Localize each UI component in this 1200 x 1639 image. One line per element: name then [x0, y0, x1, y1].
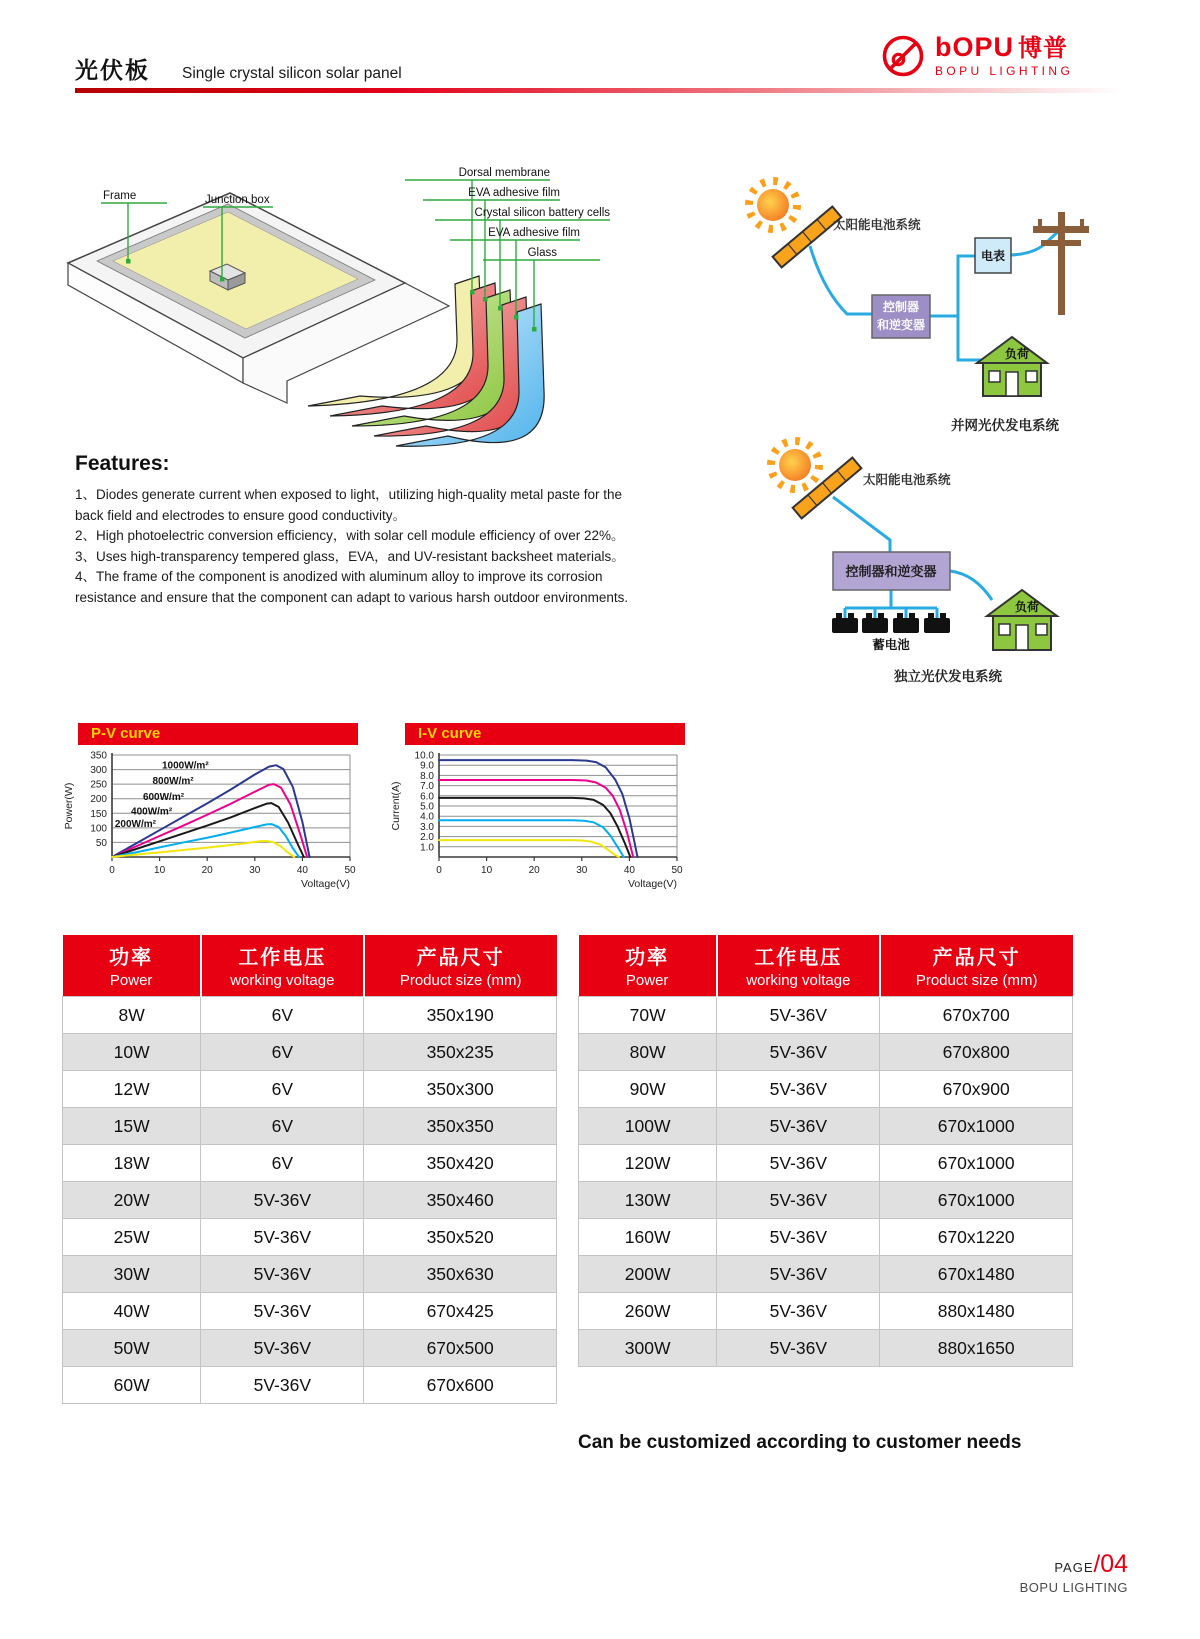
table-row: [63, 1034, 557, 1071]
table-cell: 18W: [63, 1145, 201, 1182]
pv-curve-chart: [60, 723, 360, 891]
x-axis-tick-label: 10: [154, 865, 166, 876]
x-axis-tick-label: 50: [344, 865, 356, 876]
table-cell: 25W: [63, 1219, 201, 1256]
table-cell: 670x1480: [880, 1256, 1073, 1293]
table-row: [579, 1071, 1073, 1108]
iv-curve-title: I-V curve: [405, 723, 685, 745]
x-axis-tick-label: 40: [296, 865, 308, 876]
table-row: [579, 1293, 1073, 1330]
table-row: [579, 1330, 1073, 1367]
table-cell: 670x1000: [880, 1108, 1073, 1145]
table-header-row: [63, 935, 557, 997]
table-cell: 80W: [579, 1034, 717, 1071]
table-cell: 60W: [63, 1367, 201, 1404]
table-cell: 350x420: [364, 1145, 557, 1182]
header-voltage: 工作电压 working voltage: [717, 935, 880, 997]
table-cell: 350x300: [364, 1071, 557, 1108]
table-row: [63, 1219, 557, 1256]
customization-note: Can be customized according to customer needs: [578, 1432, 1022, 1453]
table-cell: 350x630: [364, 1256, 557, 1293]
load-label: 负荷: [1004, 347, 1030, 361]
table-cell: 5V-36V: [717, 1108, 880, 1145]
page-title-zh: 光伏板: [75, 57, 150, 83]
iv-curve-plot: [387, 749, 687, 891]
y-axis-label: Current(A): [390, 781, 402, 831]
table-cell: 5V-36V: [201, 1182, 364, 1219]
header-size: 产品尺寸 Product size (mm): [364, 935, 557, 997]
series-label: 400W/m²: [131, 806, 173, 818]
y-axis-tick-label: 350: [90, 750, 107, 762]
y-axis-tick-label: 10.0: [414, 750, 434, 762]
silicon-cells-label: Crystal silicon battery cells: [474, 207, 610, 219]
standalone-diagram: [771, 441, 1057, 684]
features-list: [75, 485, 653, 608]
table-cell: 8W: [63, 997, 201, 1034]
brand-logo-text: [935, 34, 1073, 78]
table-cell: 6V: [201, 1145, 364, 1182]
table-cell: 20W: [63, 1182, 201, 1219]
load-house-icon: [987, 590, 1057, 650]
brand-logo: [880, 33, 1073, 79]
table-cell: 5V-36V: [201, 1256, 364, 1293]
pv-curve-title: P-V curve: [78, 723, 358, 745]
table-cell: 160W: [579, 1219, 717, 1256]
table-cell: 670x1000: [880, 1182, 1073, 1219]
pv-system-diagrams: [695, 150, 1115, 695]
spec-table-right: [578, 935, 1073, 1367]
table-cell: 300W: [579, 1330, 717, 1367]
table-cell: 670x800: [880, 1034, 1073, 1071]
page-number-line: [1020, 1550, 1128, 1579]
table-cell: 670x700: [880, 997, 1073, 1034]
y-axis-tick-label: 150: [90, 808, 107, 820]
table-cell: 130W: [579, 1182, 717, 1219]
y-axis-tick-label: 2.0: [420, 832, 434, 844]
pv-curve-plot: [60, 749, 360, 891]
x-axis-tick-label: 50: [671, 865, 683, 876]
x-axis-tick-label: 40: [623, 865, 635, 876]
table-cell: 6V: [201, 1034, 364, 1071]
table-cell: 350x460: [364, 1182, 557, 1219]
table-cell: 10W: [63, 1034, 201, 1071]
table-cell: 5V-36V: [201, 1219, 364, 1256]
table-cell: 350x235: [364, 1034, 557, 1071]
table-cell: 670x425: [364, 1293, 557, 1330]
table-row: [63, 1182, 557, 1219]
features-heading: Features:: [75, 452, 170, 475]
table-cell: 5V-36V: [201, 1367, 364, 1404]
y-axis-tick-label: 50: [95, 837, 107, 849]
x-axis-tick-label: 30: [576, 865, 588, 876]
table-cell: 90W: [579, 1071, 717, 1108]
table-cell: 100W: [579, 1108, 717, 1145]
solar-source-label: 太阳能电池系统: [863, 473, 951, 487]
table-row: [63, 1330, 557, 1367]
feature-item: 2、High photoelectric conversion efficiency，with solar cell module efficiency of over 22%。: [75, 528, 625, 543]
page-label: PAGE: [1054, 1560, 1094, 1575]
y-axis-tick-label: 300: [90, 765, 107, 777]
load-label: 负荷: [1014, 600, 1040, 614]
panel-frame-tray: [68, 193, 449, 403]
table-cell: 120W: [579, 1145, 717, 1182]
table-cell: 5V-36V: [717, 1256, 880, 1293]
x-axis-tick-label: 0: [436, 865, 442, 876]
chart-series-line: [439, 760, 637, 857]
panel-structure-diagram: [55, 153, 645, 461]
y-axis-tick-label: 9.0: [420, 760, 434, 772]
table-cell: 670x500: [364, 1330, 557, 1367]
table-row: [63, 1145, 557, 1182]
chart-series-line: [439, 840, 619, 857]
battery-bank-icon: [832, 613, 950, 633]
table-header-row: [579, 935, 1073, 997]
table-row: [579, 1034, 1073, 1071]
controller-inverter-box: [833, 552, 950, 590]
table-cell: 880x1480: [880, 1293, 1073, 1330]
page-title-en: Single crystal silicon solar panel: [182, 65, 402, 82]
table-cell: 350x190: [364, 997, 557, 1034]
y-axis-tick-label: 250: [90, 779, 107, 791]
table-cell: 15W: [63, 1108, 201, 1145]
utility-pole-icon: [1033, 212, 1089, 315]
feature-item: 1、Diodes generate current when exposed to light，utilizing high-quality metal paste for the back field and electrodes to ensure good conductivity。: [75, 487, 623, 523]
table-row: [579, 1108, 1073, 1145]
table-cell: 200W: [579, 1256, 717, 1293]
eva-film-label-2: EVA adhesive film: [488, 227, 580, 239]
chart-series-line: [439, 780, 633, 857]
table-row: [63, 1071, 557, 1108]
controller-inverter-box: [872, 295, 930, 338]
frame-label: Frame: [103, 190, 137, 202]
series-label: 600W/m²: [142, 791, 185, 803]
table-row: [579, 1145, 1073, 1182]
table-cell: 5V-36V: [717, 1071, 880, 1108]
brand-name-zh: 博普: [1018, 35, 1069, 62]
y-axis-tick-label: 1.0: [420, 842, 434, 854]
table-cell: 5V-36V: [717, 1182, 880, 1219]
table-cell: 30W: [63, 1256, 201, 1293]
table-cell: 5V-36V: [717, 1034, 880, 1071]
iv-curve-chart: [387, 723, 687, 891]
controller-label: 控制器和逆变器: [845, 564, 937, 579]
features-section: [75, 452, 653, 608]
table-row: [63, 1256, 557, 1293]
x-axis-tick-label: 20: [201, 865, 213, 876]
y-axis-tick-label: 200: [90, 794, 107, 806]
y-axis-tick-label: 4.0: [420, 811, 434, 823]
table-cell: 350x350: [364, 1108, 557, 1145]
table-row: [579, 997, 1073, 1034]
bopu-logo-icon: [880, 33, 926, 79]
series-label: 1000W/m²: [161, 760, 209, 772]
table-cell: 6V: [201, 1108, 364, 1145]
table-row: [579, 1219, 1073, 1256]
electric-meter-box: [975, 238, 1011, 273]
x-axis-label: Voltage(V): [627, 878, 677, 890]
chart-series-line: [439, 820, 624, 857]
table-row: [63, 1367, 557, 1404]
table-row: [63, 997, 557, 1034]
table-cell: 670x1000: [880, 1145, 1073, 1182]
y-axis-tick-label: 5.0: [420, 801, 434, 813]
table-cell: 5V-36V: [201, 1293, 364, 1330]
footer-brand: BOPU LIGHTING: [1019, 1580, 1128, 1595]
grid-system-caption: 并网光伏发电系统: [951, 418, 1059, 433]
sun-icon: [771, 441, 819, 489]
load-house-icon: [977, 337, 1047, 396]
feature-item: 4、The frame of the component is anodized with aluminum alloy to improve its corrosion resistance and ensure that the component can adapt to various harsh outdoor environments.: [75, 569, 629, 605]
y-axis-tick-label: 8.0: [420, 770, 434, 782]
table-cell: 5V-36V: [717, 1330, 880, 1367]
y-axis-tick-label: 6.0: [420, 791, 434, 803]
table-row: [579, 1182, 1073, 1219]
table-cell: 40W: [63, 1293, 201, 1330]
table-cell: 350x520: [364, 1219, 557, 1256]
table-cell: 670x1220: [880, 1219, 1073, 1256]
header-size: 产品尺寸 Product size (mm): [880, 935, 1073, 997]
x-axis-tick-label: 20: [528, 865, 540, 876]
x-axis-tick-label: 0: [109, 865, 115, 876]
meter-label: 电表: [980, 249, 1006, 263]
glass-label: Glass: [527, 247, 557, 259]
table-cell: 260W: [579, 1293, 717, 1330]
table-cell: 670x600: [364, 1367, 557, 1404]
table-cell: 50W: [63, 1330, 201, 1367]
header-divider: [75, 88, 1125, 93]
page-footer: [1020, 1550, 1128, 1595]
header-voltage: 工作电压 working voltage: [201, 935, 364, 997]
junction-box-label: Junction box: [205, 194, 270, 206]
table-row: [63, 1293, 557, 1330]
table-row: [579, 1256, 1073, 1293]
x-axis-tick-label: 10: [481, 865, 493, 876]
connection-lines: [810, 230, 1061, 360]
y-axis-tick-label: 7.0: [420, 781, 434, 793]
table-cell: 70W: [579, 997, 717, 1034]
dorsal-membrane-label: Dorsal membrane: [458, 167, 550, 179]
series-label: 800W/m²: [152, 775, 194, 787]
page-slash: /: [1093, 1551, 1101, 1578]
table-cell: 670x900: [880, 1071, 1073, 1108]
y-axis-tick-label: 3.0: [420, 821, 434, 833]
header-power: 功率 Power: [63, 935, 201, 997]
x-axis-tick-label: 30: [249, 865, 261, 876]
spec-table-left: [62, 935, 557, 1404]
table-cell: 12W: [63, 1071, 201, 1108]
controller-label-line2: 和逆变器: [876, 318, 926, 332]
table-cell: 880x1650: [880, 1330, 1073, 1367]
table-cell: 5V-36V: [717, 997, 880, 1034]
table-cell: 5V-36V: [717, 1219, 880, 1256]
table-cell: 6V: [201, 997, 364, 1034]
brand-subtitle: BOPU LIGHTING: [935, 64, 1074, 78]
series-label: 200W/m²: [114, 818, 156, 830]
grid-connected-diagram: [749, 181, 1089, 433]
table-cell: 5V-36V: [717, 1145, 880, 1182]
y-axis-label: Power(W): [63, 782, 75, 830]
page-header: [75, 52, 402, 85]
feature-item: 3、Uses high-transparency tempered glass，EVA，and UV-resistant backsheet materials。: [75, 548, 625, 564]
table-row: [63, 1108, 557, 1145]
solar-source-label: 太阳能电池系统: [833, 218, 921, 232]
header-power: 功率 Power: [579, 935, 717, 997]
eva-film-label-1: EVA adhesive film: [468, 187, 560, 199]
table-cell: 6V: [201, 1071, 364, 1108]
table-cell: 5V-36V: [201, 1330, 364, 1367]
battery-label: 蓄电池: [872, 638, 910, 652]
standalone-system-caption: 独立光伏发电系统: [894, 669, 1002, 684]
x-axis-label: Voltage(V): [300, 878, 350, 890]
y-axis-tick-label: 100: [90, 823, 107, 835]
controller-label-line1: 控制器: [882, 300, 920, 314]
brand-name: bOPU 博普: [935, 32, 1069, 62]
page-number: 04: [1100, 1550, 1128, 1578]
table-cell: 5V-36V: [717, 1293, 880, 1330]
sun-icon: [749, 181, 797, 229]
